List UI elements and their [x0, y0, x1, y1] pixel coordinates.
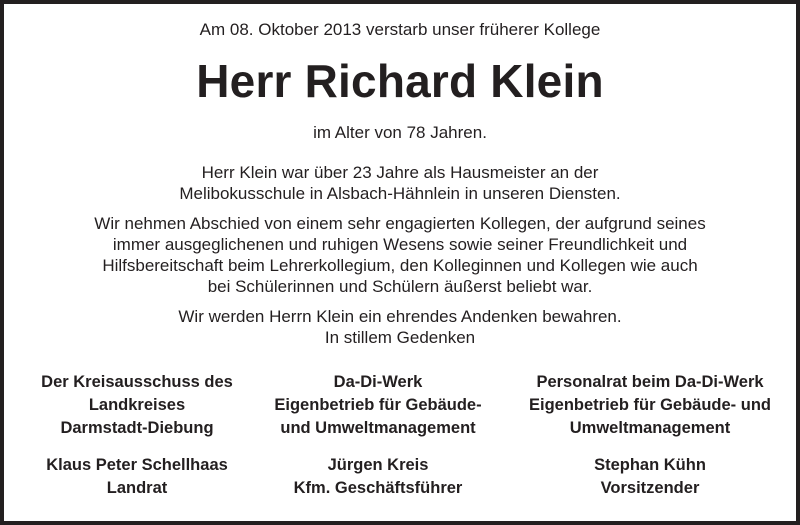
signatory-da-di-werk	[248, 371, 508, 500]
paragraph-gap	[0, 297, 800, 306]
signatory-person: Klaus Peter Schellhaas	[46, 456, 228, 474]
deceased-name: Herr Richard Klein	[196, 55, 604, 107]
signatory-personalrat	[520, 371, 780, 500]
signatory-org-line: Eigenbetrieb für Gebäude- und	[528, 396, 771, 414]
body-line: Melibokusschule in Alsbach-Hähnlein in unseren Diensten.	[179, 184, 621, 203]
signatory-role: Landrat	[106, 479, 168, 497]
body-line: bei Schülerinnen und Schülern äußerst beliebt war.	[207, 277, 593, 296]
signatory-role: Kfm. Geschäftsführer	[293, 479, 463, 497]
body-line: Wir werden Herrn Klein ein ehrendes Andenken bewahren.	[178, 307, 622, 326]
body-line: immer ausgeglichenen und ruhigen Wesens sowie seiner Freundlichkeit und	[112, 235, 688, 254]
body-line: Herr Klein war über 23 Jahre als Hausmeister an der	[201, 163, 599, 182]
closing-line: In stillem Gedenken	[324, 328, 476, 347]
signatory-role: Vorsitzender	[600, 479, 700, 497]
paragraph-gap	[0, 204, 800, 213]
body-line: Wir nehmen Abschied von einem sehr engagierten Kollegen, der aufgrund seines	[94, 214, 706, 233]
intro-line: Am 08. Oktober 2013 verstarb unser früherer Kollege	[199, 20, 601, 39]
signatory-org-line: Umweltmanagement	[569, 419, 731, 437]
signatory-person: Jürgen Kreis	[327, 456, 429, 474]
signatory-org-line: Landkreises	[88, 396, 186, 414]
age-line: im Alter von 78 Jahren.	[313, 123, 487, 142]
body-line: Hilfsbereitschaft beim Lehrerkollegium, den Kolleginnen und Kollegen wie auch	[102, 256, 698, 275]
signatory-org-line: Personalrat beim Da-Di-Werk	[536, 373, 764, 391]
signatory-person: Stephan Kühn	[594, 456, 706, 474]
signatory-org-line: und Umweltmanagement	[280, 419, 476, 437]
signatory-org-line: Darmstadt-Diebung	[60, 419, 214, 437]
signatory-kreisausschuss	[7, 371, 267, 500]
signatory-org-line: Da-Di-Werk	[333, 373, 423, 391]
signatory-org-line: Eigenbetrieb für Gebäude-	[274, 396, 482, 414]
notice-body	[0, 162, 800, 327]
signatory-org-line: Der Kreisausschuss des	[41, 373, 233, 391]
